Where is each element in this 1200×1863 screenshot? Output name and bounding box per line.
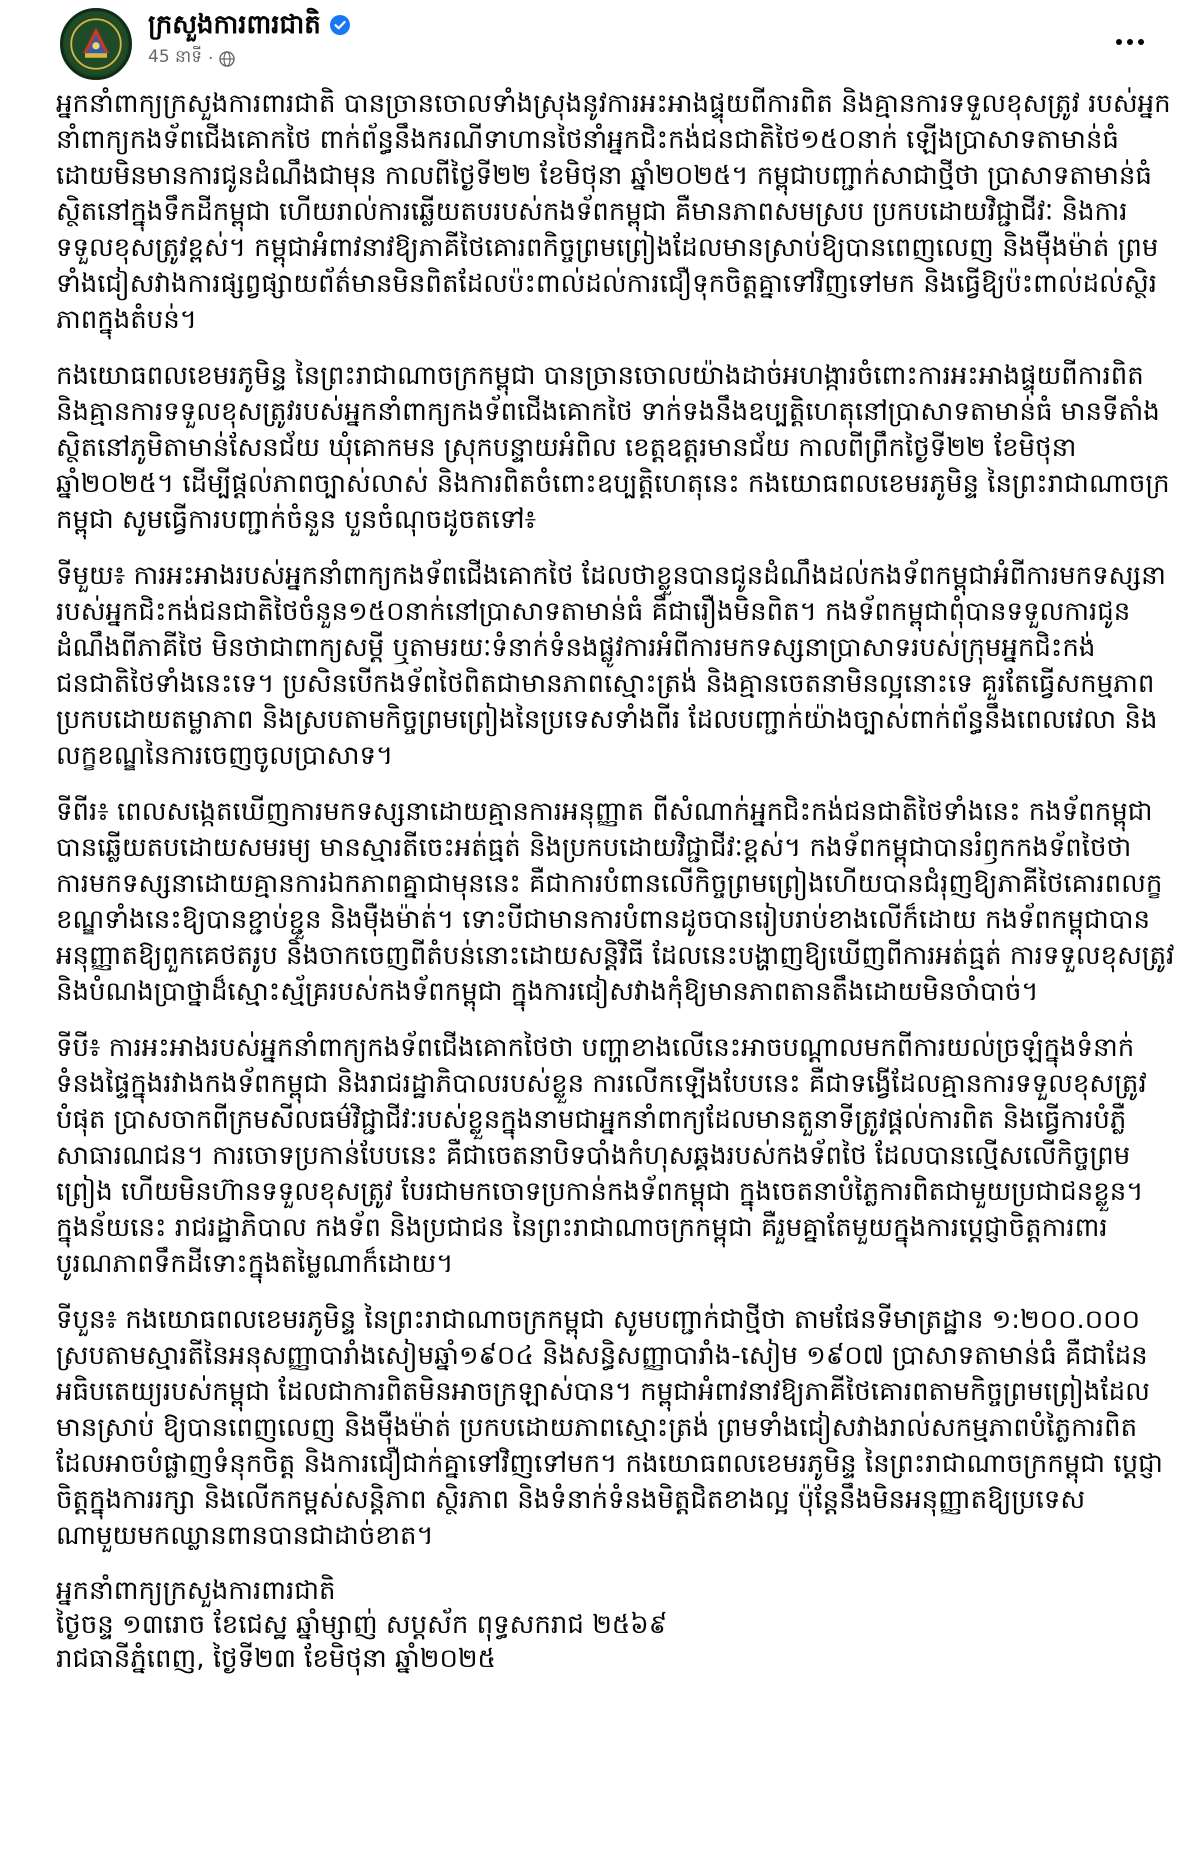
post-header bbox=[48, 0, 1172, 86]
page-avatar[interactable] bbox=[60, 8, 132, 80]
post-paragraph: ទីបួន៖ កងយោធពលខេមរភូមិន្ទ នៃព្រះរាជាណាចក្រកម្ពុជា សូមបញ្ជាក់ជាថ្មីថា តាមផែនទីមាត្រដ្ឋាន ១:២០០.០០០ ស្របតាមស្មារតីនៃអនុសញ្ញាបារាំងសៀមឆ្នាំ១៩០៤ និងសន្ធិសញ្ញាបារាំង-សៀម ១៩០៧ ប្រាសាទតាមាន់ធំ គឺជាដែនអធិបតេយ្យរបស់កម្ពុជា ដែលជាការពិតមិនអាចក្រឡាស់បាន។ កម្ពុជាអំពាវនាវឱ្យភាគីថៃគោរពតាមកិច្ចព្រមព្រៀងដែលមានស្រាប់ ឱ្យបានពេញលេញ និងម៉ឺងម៉ាត់ ប្រកបដោយភាពស្មោះត្រង់ ព្រមទាំងជៀសវាងរាល់សកម្មភាពបំភ្លៃការពិត ដែលអាចបំផ្លាញទំនុកចិត្ត និងការជឿជាក់គ្នាទៅវិញទៅមក។ កងយោធពលខេមរភូមិន្ទ នៃព្រះរាជាណាចក្រកម្ពុជា ប្តេជ្ញាចិត្តក្នុងការរក្សា និងលើកកម្ពស់សន្តិភាព ស្ថិរភាព និងទំនាក់ទំនងមិត្តជិតខាងល្អ ប៉ុន្តែនឹងមិនអនុញ្ញាតឱ្យប្រទេសណាមួយមកឈ្លានពានបានជាដាច់ខាត។ bbox=[56, 1305, 1163, 1551]
globe-icon[interactable] bbox=[219, 51, 235, 67]
page-name-row bbox=[148, 8, 351, 42]
signature-place-date: រាជធានីភ្នំពេញ, ថ្ងៃទី២៣ ខែមិថុនា ឆ្នាំ២០២៥ bbox=[56, 1644, 496, 1674]
more-dot-icon bbox=[1127, 39, 1133, 45]
verified-badge-icon bbox=[329, 14, 351, 36]
more-dot-icon bbox=[1116, 39, 1122, 45]
post-paragraph: អ្នកនាំពាក្យក្រសួងការពារជាតិ បានច្រានចោលទាំងស្រុងនូវការអះអាងផ្ទុយពីការពិត និងគ្មានការទទួលខុសត្រូវ របស់អ្នកនាំពាក្យកងទ័ពជើងគោកថៃ ពាក់ព័ន្ធនឹងករណីទាហានថៃនាំអ្នកជិះកង់ជនជាតិថៃ១៥០នាក់ ឡើងប្រាសាទតាមាន់ធំដោយមិនមានការជូនដំណឹងជាមុន កាលពីថ្ងៃទី២២ ខែមិថុនា ឆ្នាំ២០២៥។ កម្ពុជាបញ្ជាក់សាជាថ្មីថា ប្រាសាទតាមាន់ធំ ស្ថិតនៅក្នុងទឹកដីកម្ពុជា ហើយរាល់ការឆ្លើយតបរបស់កងទ័ពកម្ពុជា គឺមានភាពសមស្រប ប្រកបដោយវិជ្ជាជីវៈ និងការទទួលខុសត្រូវខ្ពស់។ កម្ពុជាអំពាវនាវឱ្យភាគីថៃគោរពកិច្ចព្រមព្រៀងដែលមានស្រាប់ឱ្យបានពេញលេញ និងម៉ឺងម៉ាត់ ព្រមទាំងជៀសវាងការផ្សព្វផ្សាយព័ត៌មានមិនពិតដែលប៉ះពាល់ដល់ការជឿទុកចិត្តគ្នាទៅវិញទៅមក និងធ្វើឱ្យប៉ះពាល់ដល់ស្ថិរភាពក្នុងតំបន់។ bbox=[56, 89, 1171, 335]
post-paragraph: ទីពីរ៖ ពេលសង្កេតឃើញការមកទស្សនាដោយគ្មានការអនុញ្ញាត ពីសំណាក់អ្នកជិះកង់ជនជាតិថៃទាំងនេះ កងទ័ពកម្ពុជាបានឆ្លើយតបដោយសមរម្យ មានស្មារតីចេះអត់ធ្មត់ និងប្រកបដោយវិជ្ជាជីវៈខ្ពស់។ កងទ័ពកម្ពុជាបានរំឭកកងទ័ពថៃថា ការមកទស្សនាដោយគ្មានការឯកភាពគ្នាជាមុននេះ គឺជាការបំពានលើកិច្ចព្រមព្រៀងហើយបានជំរុញឱ្យភាគីថៃគោរពលក្ខខណ្ឌទាំងនេះឱ្យបានខ្ជាប់ខ្ជួន និងម៉ឺងម៉ាត់។ ទោះបីជាមានការបំពានដូចបានរៀបរាប់ខាងលើក៏ដោយ កងទ័ពកម្ពុជាបានអនុញ្ញាតឱ្យពួកគេថតរូប និងចាកចេញពីតំបន់នោះដោយសន្តិវិធី ដែលនេះបង្ហាញឱ្យឃើញពីការអត់ធ្មត់ ការទទួលខុសត្រូវ និងបំណងប្រាថ្នាដ៏ស្មោះស្ម័គ្ររបស់កងទ័ពកម្ពុជា ក្នុងការជៀសវាងកុំឱ្យមានភាពតានតឹងដោយមិនចាំបាច់។ bbox=[56, 797, 1183, 1007]
signature-title: អ្នកនាំពាក្យក្រសួងការពារជាតិ bbox=[56, 1576, 336, 1606]
more-options-icon[interactable] bbox=[1110, 30, 1150, 54]
post-meta bbox=[148, 8, 351, 71]
page-name[interactable]: ក្រសួងការពារជាតិ bbox=[148, 10, 321, 40]
post-timestamp[interactable]: 45 នាទី bbox=[148, 47, 203, 67]
post-paragraph: កងយោធពលខេមរភូមិន្ទ នៃព្រះរាជាណាចក្រកម្ពុជា បានច្រានចោលយ៉ាងដាច់អហង្ការចំពោះការអះអាងផ្ទុយពីការពិត និងគ្មានការទទួលខុសត្រូវរបស់អ្នកនាំពាក្យកងទ័ពជើងគោកថៃ ទាក់ទងនឹងឧប្បត្តិហេតុនៅប្រាសាទតាមាន់ធំ មានទីតាំងស្ថិតនៅភូមិតាមាន់សែនជ័យ ឃុំគោកមន ស្រុកបន្ទាយអំពិល ខេត្តឧត្តរមានជ័យ កាលពីព្រឹកថ្ងៃទី២២ ខែមិថុនា ឆ្នាំ២០២៥។ ដើម្បីផ្តល់ភាពច្បាស់លាស់ និងការពិតចំពោះឧប្បត្តិហេតុនេះ កងយោធពលខេមរភូមិន្ទ នៃព្រះរាជាណាចក្រកម្ពុជា សូមធ្វើការបញ្ជាក់ចំនួន បួនចំណុចដូចតទៅ៖ bbox=[56, 361, 1170, 535]
post-paragraph: ទីមួយ៖ ការអះអាងរបស់អ្នកនាំពាក្យកងទ័ពជើងគោកថៃ ដែលថាខ្លួនបានជូនដំណឹងដល់កងទ័ពកម្ពុជាអំពីការមកទស្សនារបស់អ្នកជិះកង់ជនជាតិថៃចំនួន១៥០នាក់នៅប្រាសាទតាមាន់ធំ គឺជារឿងមិនពិត។ កងទ័ពកម្ពុជាពុំបានទទួលការជូនដំណឹងពីភាគីថៃ មិនថាជាពាក្យសម្តី ឬតាមរយៈទំនាក់ទំនងផ្លូវការអំពីការមកទស្សនាប្រាសាទរបស់ក្រុមអ្នកជិះកង់ជនជាតិថៃទាំងនេះទេ។ ប្រសិនបើកងទ័ពថៃពិតជាមានភាពស្មោះត្រង់ និងគ្មានចេតនាមិនល្អនោះទេ គួរតែធ្វើសកម្មភាពប្រកបដោយតម្លាភាព និងស្របតាមកិច្ចព្រមព្រៀងនៃប្រទេសទាំងពីរ ដែលបញ្ជាក់យ៉ាងច្បាស់ពាក់ព័ន្ធនឹងពេលវេលា និងលក្ខខណ្ឌនៃការចេញចូលប្រាសាទ។ bbox=[56, 561, 1166, 771]
signature-block bbox=[56, 1574, 1176, 1676]
separator-dot: · bbox=[208, 48, 214, 69]
post-paragraph: ទីបី៖ ការអះអាងរបស់អ្នកនាំពាក្យកងទ័ពជើងគោកថៃថា បញ្ហាខាងលើនេះអាចបណ្តាលមកពីការយល់ច្រឡំក្នុងទំនាក់ទំនងផ្ទៃក្នុងរវាងកងទ័ពកម្ពុជា និងរាជរដ្ឋាភិបាលរបស់ខ្លួន ការលើកឡើងបែបនេះ គឺជាទង្វើដែលគ្មានការទទួលខុសត្រូវបំផុត ប្រាសចាកពីក្រមសីលធម៌វិជ្ជាជីវៈរបស់ខ្លួនក្នុងនាមជាអ្នកនាំពាក្យដែលមានតួនាទីត្រូវផ្តល់ការពិត និងធ្វើការបំភ្លឺសាធារណជន។ ការចោទប្រកាន់បែបនេះ គឺជាចេតនាបិទបាំងកំហុសឆ្គងរបស់កងទ័ពថៃ ដែលបានល្មើសលើកិច្ចព្រមព្រៀង ហើយមិនហ៊ានទទួលខុសត្រូវ បែរជាមកចោទប្រកាន់កងទ័ពកម្ពុជា ក្នុងចេតនាបំភ្លៃការពិតជាមួយប្រជាជនខ្លួន។ ក្នុងន័យនេះ រាជរដ្ឋាភិបាល កងទ័ព និងប្រជាជន នៃព្រះរាជាណាចក្រកម្ពុជា គឺរួមគ្នាតែមួយក្នុងការប្តេជ្ញាចិត្តការពារបូរណភាពទឹកដីទោះក្នុងតម្លៃណាក៏ដោយ។ bbox=[56, 1033, 1152, 1279]
signature-date: ថ្ងៃចន្ទ ១៣រោច ខែជេស្ឋ ឆ្នាំម្សាញ់ សប្តស័ក ពុទ្ធសករាជ ២៥៦៩ bbox=[56, 1610, 668, 1640]
post-subtitle bbox=[148, 46, 351, 71]
ministry-emblem-icon bbox=[63, 11, 129, 77]
more-dot-icon bbox=[1138, 39, 1144, 45]
post-body bbox=[56, 86, 1183, 1676]
